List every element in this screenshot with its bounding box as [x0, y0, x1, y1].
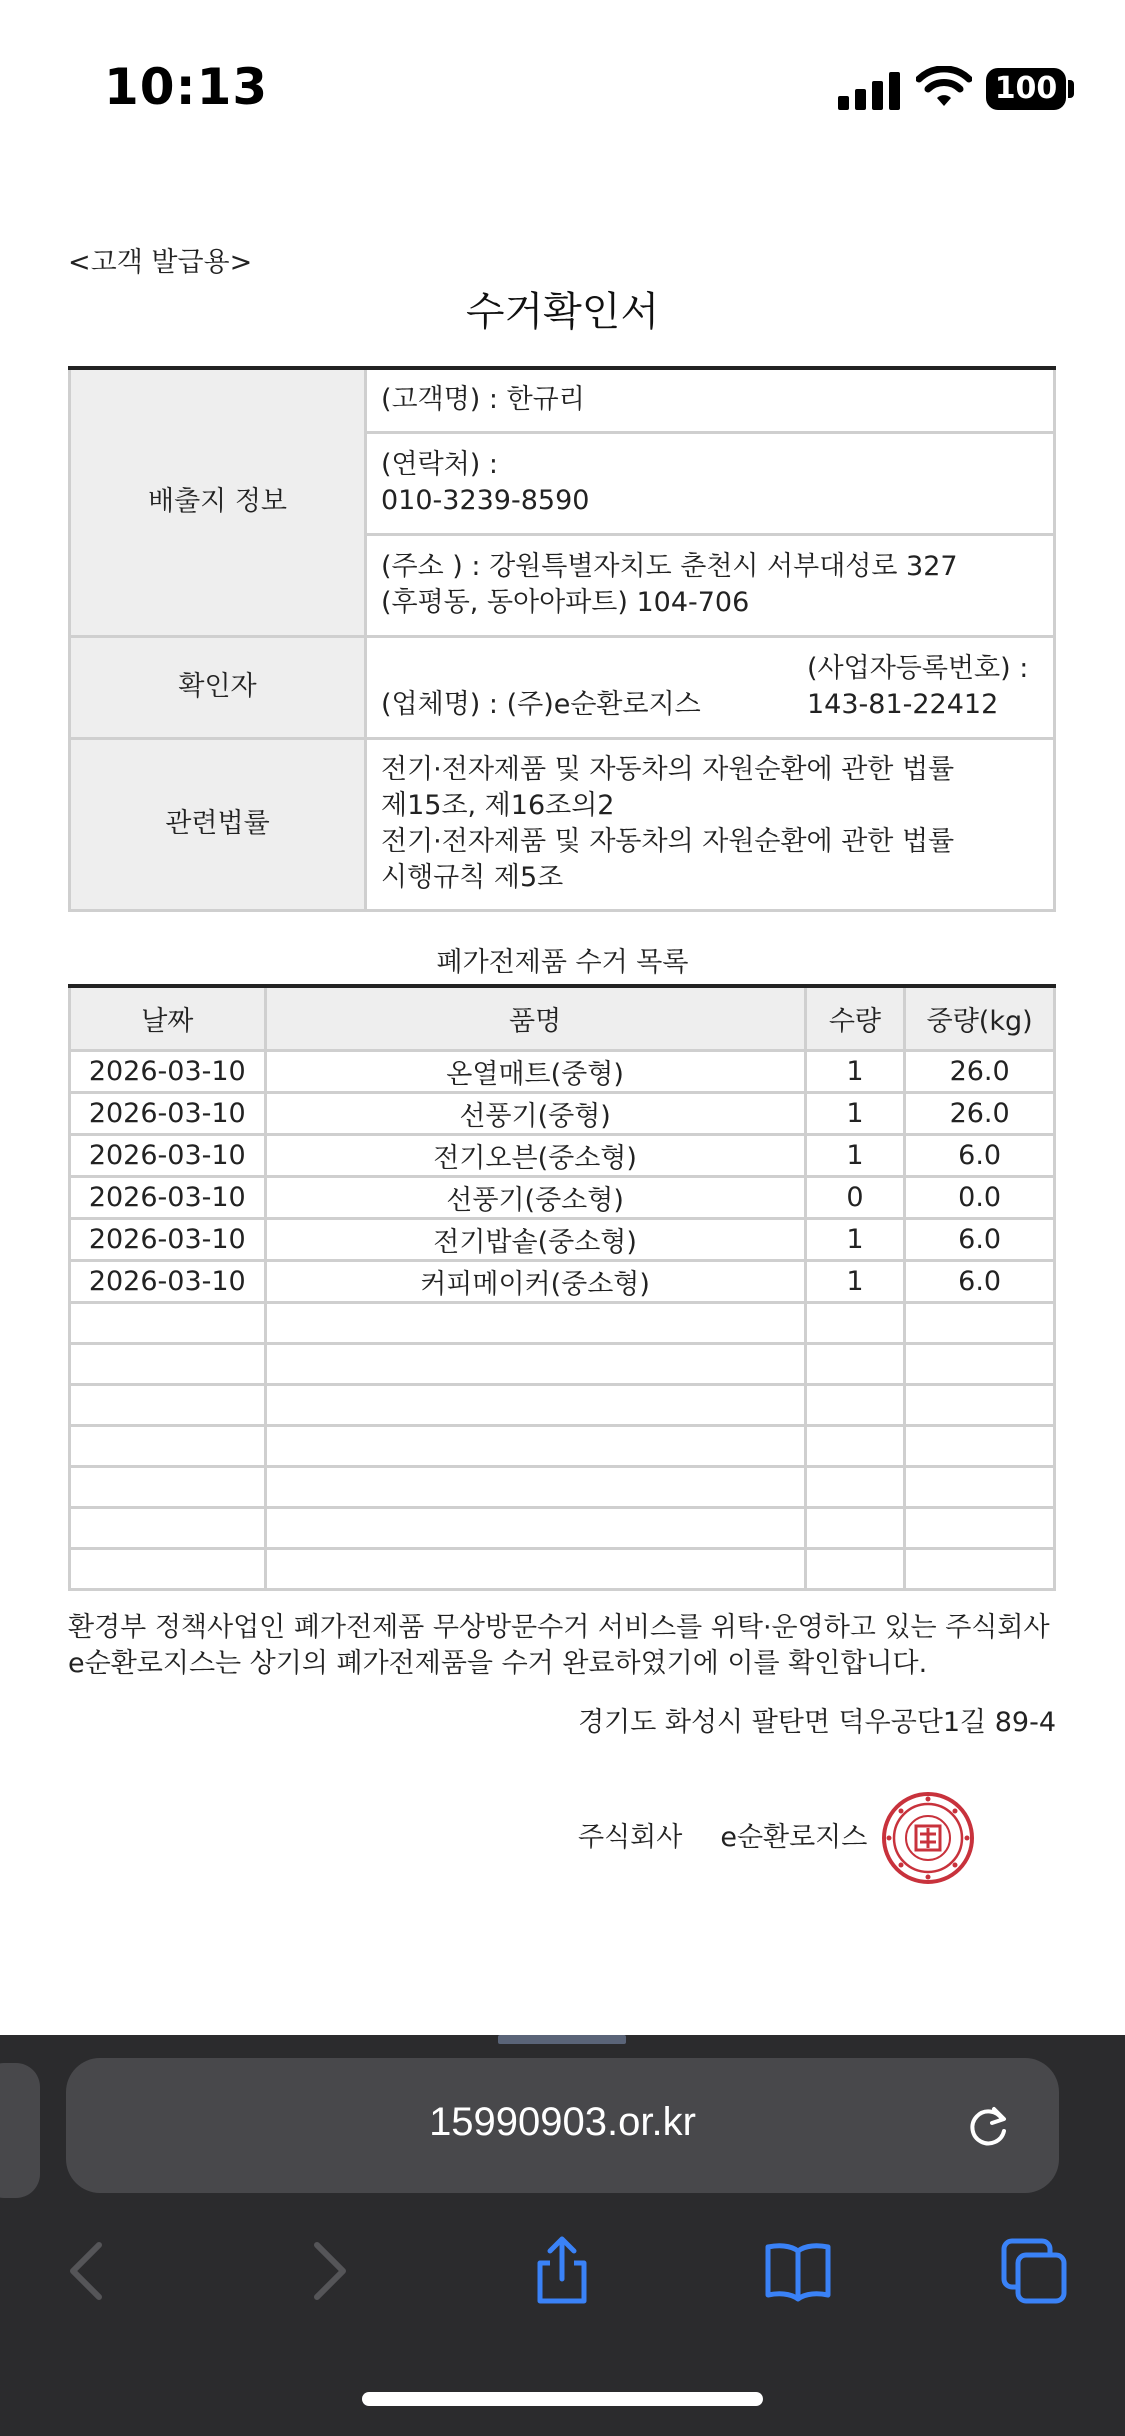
- column-header-date: 날짜: [70, 986, 266, 1050]
- address-cell: [366, 534, 1055, 636]
- contact-label: (연락처) :: [381, 449, 498, 480]
- item-qty: 1: [805, 1218, 905, 1260]
- confirmer-cell: [366, 636, 1055, 738]
- confirmer-head: 확인자: [70, 636, 366, 738]
- empty-row: [70, 1548, 1055, 1589]
- item-qty: 0: [805, 1176, 905, 1218]
- item-date: 2026-03-10: [70, 1092, 266, 1134]
- item-name: 온열매트(중형): [265, 1050, 805, 1092]
- item-weight: 6.0: [905, 1218, 1055, 1260]
- bookmarks-icon[interactable]: [762, 2235, 834, 2307]
- item-qty: 1: [805, 1260, 905, 1302]
- url-text[interactable]: 15990903.or.kr: [429, 2100, 696, 2144]
- list-title: 폐가전제품 수거 목록: [436, 947, 689, 978]
- empty-row: [70, 1343, 1055, 1384]
- item-weight: 6.0: [905, 1134, 1055, 1176]
- contact-value: 010-3239-8590: [381, 485, 590, 516]
- company-prefix: 주식회사: [578, 1822, 683, 1853]
- table-row: [70, 1176, 1055, 1218]
- home-indicator: [362, 2392, 763, 2406]
- share-icon[interactable]: [526, 2235, 598, 2307]
- address-bar[interactable]: [66, 2058, 1059, 2193]
- cellular-signal-icon: [838, 72, 900, 110]
- column-header-qty: 수량: [805, 986, 905, 1050]
- table-row: [70, 1218, 1055, 1260]
- column-header-weight: 중량(kg): [905, 986, 1055, 1050]
- item-name: 전기밥솥(중소형): [265, 1218, 805, 1260]
- customer-name: (고객명) : 한규리: [366, 368, 1055, 432]
- confirmation-text: 환경부 정책사업인 폐가전제품 무상방문수거 서비스를 위탁·운영하고 있는 주식회사 e순환로지스는 상기의 폐가전제품을 수거 완료하였기에 이를 확인합니다.: [68, 1612, 1050, 1679]
- law-line: 제15조, 제16조의2: [381, 790, 615, 821]
- address-line1: (주소 ) : 강원특별자치도 춘천시 서부대성로 327: [381, 551, 958, 582]
- discharge-info-head: 배출지 정보: [70, 368, 366, 636]
- item-date: 2026-03-10: [70, 1134, 266, 1176]
- status-time: 10:13: [104, 58, 269, 116]
- item-qty: 1: [805, 1050, 905, 1092]
- registration-value: 143-81-22412: [807, 689, 999, 720]
- empty-row: [70, 1425, 1055, 1466]
- contact-cell: [366, 432, 1055, 534]
- company-name: (업체명) : (주)e순환로지스: [381, 689, 701, 720]
- item-weight: 26.0: [905, 1050, 1055, 1092]
- law-head: 관련법률: [70, 738, 366, 910]
- company-sign-name: e순환로지스: [720, 1822, 868, 1853]
- table-row: [70, 1092, 1055, 1134]
- items-table: [68, 984, 1056, 1591]
- page-title: 수거확인서: [465, 289, 660, 335]
- tabs-icon[interactable]: [998, 2235, 1070, 2307]
- item-name: 커피메이커(중소형): [265, 1260, 805, 1302]
- status-bar: [0, 0, 1125, 140]
- law-cell: [366, 738, 1055, 910]
- item-date: 2026-03-10: [70, 1218, 266, 1260]
- reload-icon[interactable]: [964, 2101, 1014, 2151]
- business-registration: [807, 651, 1039, 723]
- battery-icon: 100: [986, 68, 1066, 110]
- table-row: [70, 1260, 1055, 1302]
- table-row: [70, 1050, 1055, 1092]
- wifi-icon: [916, 66, 972, 110]
- company-address: 경기도 화성시 팔탄면 덕우공단1길 89-4: [578, 1707, 1056, 1738]
- item-weight: 0.0: [905, 1176, 1055, 1218]
- forward-icon[interactable]: [293, 2235, 365, 2307]
- info-table: [68, 366, 1056, 912]
- item-name: 전기오븐(중소형): [265, 1134, 805, 1176]
- item-weight: 26.0: [905, 1092, 1055, 1134]
- company-seal-icon: [880, 1790, 976, 1886]
- item-qty: 1: [805, 1134, 905, 1176]
- law-line: 시행규칙 제5조: [381, 862, 564, 893]
- item-weight: 6.0: [905, 1260, 1055, 1302]
- item-name: 선풍기(중형): [265, 1092, 805, 1134]
- column-header-name: 품명: [265, 986, 805, 1050]
- item-date: 2026-03-10: [70, 1260, 266, 1302]
- table-row: [70, 1134, 1055, 1176]
- item-date: 2026-03-10: [70, 1050, 266, 1092]
- browser-chrome: [0, 2035, 1125, 2436]
- empty-row: [70, 1507, 1055, 1548]
- item-date: 2026-03-10: [70, 1176, 266, 1218]
- item-name: 선풍기(중소형): [265, 1176, 805, 1218]
- document: [0, 140, 1125, 2035]
- tab-indicator: [498, 2035, 626, 2044]
- previous-tab-preview[interactable]: [0, 2063, 40, 2198]
- battery-tip: [1068, 80, 1074, 98]
- address-line2: (후평동, 동아아파트) 104-706: [381, 587, 750, 618]
- back-icon[interactable]: [51, 2235, 123, 2307]
- issue-label: <고객 발급용>: [68, 247, 253, 278]
- empty-row: [70, 1466, 1055, 1507]
- law-line: 전기·전자제품 및 자동차의 자원순환에 관한 법률: [381, 754, 955, 785]
- item-qty: 1: [805, 1092, 905, 1134]
- company-signature: [578, 1815, 867, 1854]
- empty-row: [70, 1384, 1055, 1425]
- law-line: 전기·전자제품 및 자동차의 자원순환에 관한 법률: [381, 826, 955, 857]
- empty-row: [70, 1302, 1055, 1343]
- registration-label: (사업자등록번호) :: [807, 653, 1029, 684]
